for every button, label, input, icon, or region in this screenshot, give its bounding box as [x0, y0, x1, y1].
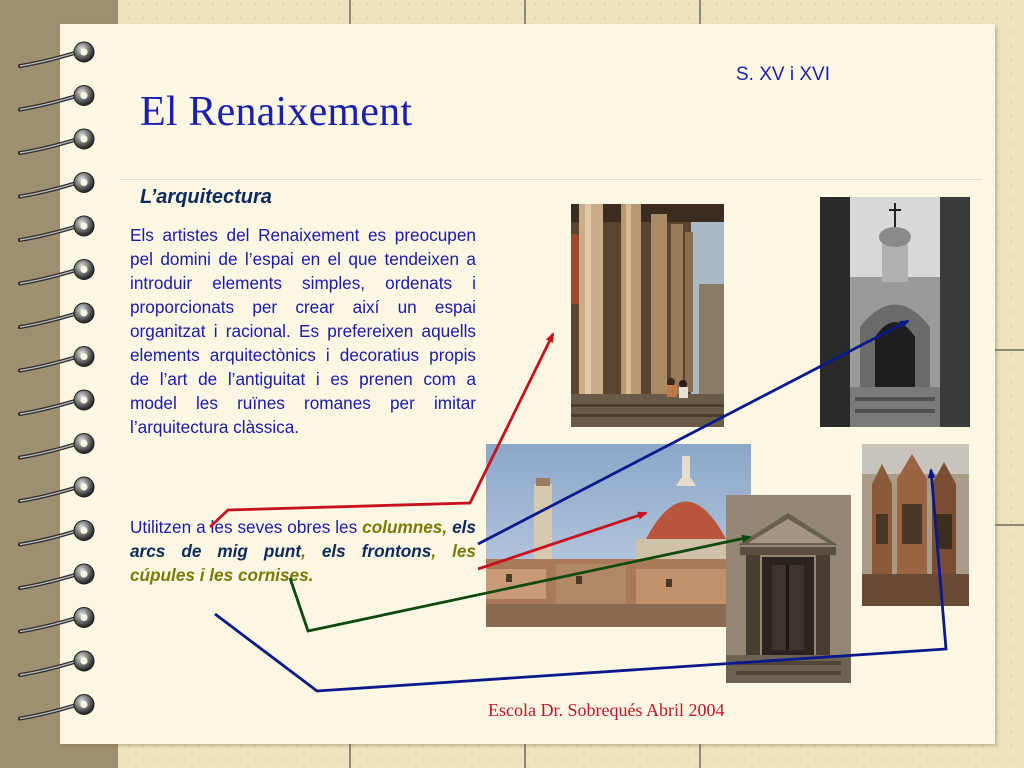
header-rule [120, 179, 982, 180]
spiral-coil [20, 651, 94, 675]
spiral-coil [20, 434, 94, 458]
gothic-cathedral-photo [862, 444, 969, 606]
baroque-chapel-photo [820, 197, 970, 427]
spiral-binding [0, 0, 120, 768]
spiral-coil [20, 216, 94, 240]
body-paragraph-1 [130, 223, 476, 439]
spiral-coil [20, 303, 94, 327]
colonnade-photo [571, 204, 724, 427]
spiral-coil [20, 521, 94, 545]
footer-credit: Escola Dr. Sobrequés Abril 2004 [488, 700, 725, 720]
page-title: El Renaixement [140, 89, 413, 135]
spiral-coil [20, 347, 94, 371]
spiral-coil [20, 173, 94, 197]
keyword-separator-1: , [301, 541, 306, 561]
paragraph-2-intro: Utilitzen a les seves obres les [130, 517, 363, 537]
keyword-separator-2: , [431, 541, 437, 561]
body-paragraph-2 [130, 515, 476, 587]
spiral-coil [20, 129, 94, 153]
period-subtitle: S. XV i XVI [736, 64, 830, 85]
paragraph-1-text: Els artistes del Renaixement es preocupen pel domini de l’espai en el que tendeixen a introduir elements simples, ordenats i proporcionats per crear així un espai organitzat i racional. Es prefereixen aquells elements arquitectònics i decoratius propis de l’art de l’antiguitat i es prenen com a model les ruïnes romanes per imitar l’arquitectura clàssica. [130, 225, 476, 437]
spiral-coil [20, 695, 94, 719]
spiral-coil [20, 86, 94, 110]
keyword-pediments: els frontons [305, 541, 432, 561]
spiral-coil [20, 564, 94, 588]
spiral-coil [20, 390, 94, 414]
keyword-arches: els arcs de mig punt [130, 517, 476, 561]
spiral-coil [20, 608, 94, 632]
spiral-coil [20, 42, 94, 66]
portal-pediment-photo [726, 495, 851, 683]
keyword-domes-cornices: les cúpules i les cornises. [130, 541, 476, 585]
florence-dome-photo [486, 444, 751, 627]
spiral-coil [20, 260, 94, 284]
section-heading: L’arquitectura [140, 186, 272, 208]
spiral-coil [20, 477, 94, 501]
keyword-columns: columnes, [362, 517, 448, 537]
